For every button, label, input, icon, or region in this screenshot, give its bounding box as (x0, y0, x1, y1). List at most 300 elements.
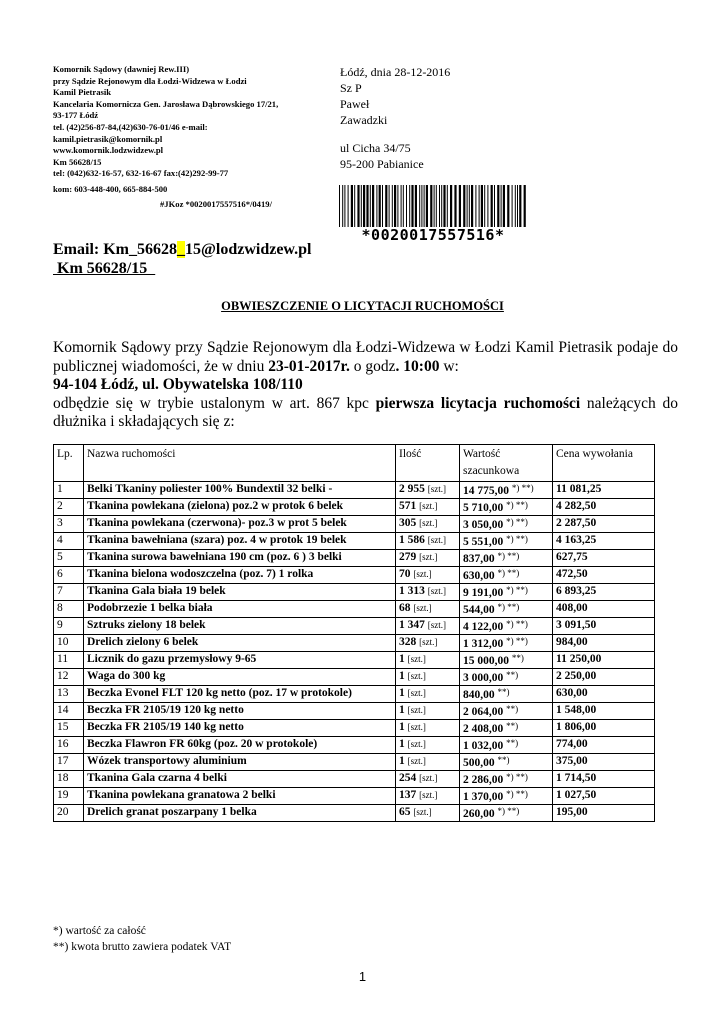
cell-name (84, 516, 396, 533)
cell-price (553, 805, 655, 822)
item-qty: 1 313 (399, 585, 425, 597)
header-line: Kamil Pietrasik (53, 87, 111, 98)
table-row (54, 499, 655, 516)
cell-price (553, 754, 655, 771)
item-price: 1 027,50 (556, 789, 597, 801)
auction-address: 94-104 Łódź, ul. Obywatelska 108/110 (53, 376, 303, 393)
item-value: 5 551,00 (463, 536, 504, 548)
cell-value (460, 533, 553, 550)
item-name: Drelich granat poszarpany 1 belka (87, 806, 257, 818)
item-name: Tkanina Gala biała 19 belek (87, 585, 226, 597)
cell-lp (54, 686, 84, 703)
cell-price (553, 737, 655, 754)
notice-title: OBWIESZCZENIE O LICYTACJI RUCHOMOŚCI (221, 299, 504, 313)
cell-name (84, 754, 396, 771)
item-value: 14 775,00 (463, 485, 509, 497)
cell-price (553, 567, 655, 584)
row-number: 14 (57, 704, 69, 716)
email-highlight: _ (177, 241, 185, 258)
header-qty: Ilość (396, 445, 460, 482)
row-number: 9 (57, 619, 63, 631)
header-value: Wartość szacunkowa (460, 445, 553, 482)
cell-price (553, 584, 655, 601)
cell-value (460, 788, 553, 805)
cell-price (553, 669, 655, 686)
item-price: 4 163,25 (556, 534, 597, 546)
item-value: 2 286,00 (463, 774, 504, 786)
table-row (54, 482, 655, 499)
table-row (54, 788, 655, 805)
item-unit: [szt.] (413, 603, 432, 613)
item-value-note: **) (511, 653, 524, 663)
cell-value (460, 720, 553, 737)
table-row (54, 805, 655, 822)
item-value: 3 050,00 (463, 519, 504, 531)
cell-price (553, 482, 655, 499)
cell-lp (54, 567, 84, 584)
item-value: 15 000,00 (463, 655, 509, 667)
item-qty: 137 (399, 789, 417, 801)
header-lp: Lp. (54, 445, 84, 482)
row-number: 12 (57, 670, 69, 682)
row-number: 11 (57, 653, 69, 665)
table-row (54, 533, 655, 550)
cell-name (84, 652, 396, 669)
item-name: Podobrzezie 1 belka biała (87, 602, 213, 614)
item-qty: 1 (399, 687, 405, 699)
row-number: 19 (57, 789, 69, 801)
item-value-note: **) (506, 670, 519, 680)
table-row (54, 737, 655, 754)
item-qty: 1 (399, 721, 405, 733)
cell-lp (54, 516, 84, 533)
cell-name (84, 584, 396, 601)
item-unit: [szt.] (419, 518, 438, 528)
item-value: 5 710,00 (463, 502, 504, 514)
header-line: tel: (042)632-16-57, 632-16-67 fax:(42)292-99-77 (53, 168, 229, 179)
cell-name (84, 703, 396, 720)
item-qty: 305 (399, 517, 417, 529)
item-qty: 571 (399, 500, 417, 512)
item-price: 1 806,00 (556, 721, 597, 733)
cell-qty (396, 601, 460, 618)
item-qty: 328 (399, 636, 417, 648)
item-unit: [szt.] (407, 739, 426, 749)
item-unit: [szt.] (407, 654, 426, 664)
item-qty: 70 (399, 568, 411, 580)
header-line: Kancelaria Komornicza Gen. Jarosława Dąbrowskiego 17/21, (53, 98, 279, 109)
item-qty: 1 (399, 738, 405, 750)
item-qty: 1 (399, 755, 405, 767)
cell-name (84, 788, 396, 805)
item-value-note: *) **) (497, 602, 520, 612)
row-number: 6 (57, 568, 63, 580)
cell-lp (54, 584, 84, 601)
item-price: 774,00 (556, 738, 588, 750)
item-value: 260,00 (463, 808, 495, 820)
table-row (54, 669, 655, 686)
recipient-city: 95-200 Pabianice (340, 157, 424, 171)
cell-qty (396, 720, 460, 737)
item-value-note: **) (497, 687, 510, 697)
recipient-block (340, 64, 450, 172)
cell-price (553, 771, 655, 788)
item-unit: [szt.] (407, 756, 426, 766)
email-suffix: 15@lodzwidzew.pl (185, 241, 312, 258)
item-qty: 68 (399, 602, 411, 614)
cell-price (553, 720, 655, 737)
cell-name (84, 618, 396, 635)
cell-value (460, 601, 553, 618)
item-price: 1 548,00 (556, 704, 597, 716)
cell-name (84, 805, 396, 822)
cell-lp (54, 771, 84, 788)
table-row (54, 703, 655, 720)
cell-name (84, 635, 396, 652)
item-qty: 65 (399, 806, 411, 818)
cell-name (84, 720, 396, 737)
item-name: Tkanina bawełniana (szara) poz. 4 w protok 19 belek (87, 534, 347, 546)
auction-date: 23-01-2017r. (268, 357, 350, 375)
item-value-note: **) (506, 738, 519, 748)
item-value-note: *) **) (506, 500, 528, 510)
cell-value (460, 686, 553, 703)
item-value-note: *) **) (506, 619, 528, 629)
recipient-line: Paweł (340, 97, 370, 111)
cell-lp (54, 788, 84, 805)
item-unit: [szt.] (419, 552, 438, 562)
cell-lp (54, 754, 84, 771)
item-qty: 1 586 (399, 534, 425, 546)
row-number: 4 (57, 534, 63, 546)
cell-name (84, 601, 396, 618)
item-name: Tkanina powlekana (czerwona)- poz.3 w prot 5 belek (87, 517, 347, 529)
footnotes (53, 923, 231, 955)
cell-qty (396, 635, 460, 652)
notice-text: należących do dłużnika i składających się z: (53, 394, 678, 430)
table-header-row (54, 445, 655, 482)
cell-name (84, 499, 396, 516)
barcode-text: *0020017557516* (361, 226, 505, 244)
row-number: 8 (57, 602, 63, 614)
item-price: 195,00 (556, 806, 588, 818)
item-name: Beczka FR 2105/19 140 kg netto (87, 721, 244, 733)
notice-paragraph (53, 339, 678, 376)
header-line: Km 56628/15 (53, 156, 102, 167)
case-number: Km 56628/15 (53, 260, 156, 277)
cell-value (460, 771, 553, 788)
row-number: 3 (57, 517, 63, 529)
cell-value (460, 669, 553, 686)
page-number: 1 (358, 969, 367, 984)
table-row (54, 550, 655, 567)
cell-qty (396, 516, 460, 533)
date-line: Łódź, dnia 28-12-2016 (340, 65, 451, 79)
recipient-street: ul Cicha 34/75 (340, 141, 411, 155)
item-price: 11 081,25 (556, 483, 602, 495)
row-number: 1 (57, 483, 63, 495)
item-unit: [szt.] (407, 705, 426, 715)
item-price: 984,00 (556, 636, 588, 648)
item-name: Tkanina powlekana granatowa 2 belki (87, 789, 276, 801)
item-qty: 254 (399, 772, 417, 784)
recipient-line: Zawadzki (340, 113, 388, 127)
item-price: 3 091,50 (556, 619, 597, 631)
cell-price (553, 601, 655, 618)
cell-qty (396, 499, 460, 516)
item-price: 2 250,00 (556, 670, 597, 682)
row-number: 10 (57, 636, 69, 648)
cell-qty (396, 669, 460, 686)
cell-lp (54, 618, 84, 635)
cell-lp (54, 720, 84, 737)
item-name: Drelich zielony 6 belek (87, 636, 199, 648)
item-price: 375,00 (556, 755, 588, 767)
cell-name (84, 737, 396, 754)
item-unit: [szt.] (427, 484, 446, 494)
header-line: kom: 603-448-400, 665-884-500 (53, 183, 168, 194)
table-row (54, 771, 655, 788)
cell-name (84, 550, 396, 567)
notice-text: w: (439, 357, 459, 375)
auction-type: pierwsza licytacja ruchomości (375, 394, 581, 412)
item-price: 1 714,50 (556, 772, 597, 784)
table-row (54, 720, 655, 737)
item-name: Belki Tkaniny poliester 100% Bundextil 32 belki - (87, 483, 333, 495)
cell-price (553, 788, 655, 805)
item-value: 837,00 (463, 553, 495, 565)
item-name: Tkanina Gala czarna 4 belki (87, 772, 227, 784)
item-name: Tkanina bielona wodoszczelna (poz. 7) 1 rolka (87, 568, 314, 580)
row-number: 13 (57, 687, 69, 699)
table-row (54, 567, 655, 584)
item-value-note: *) **) (506, 772, 528, 782)
item-qty: 1 (399, 653, 405, 665)
item-name: Tkanina powlekana (zielona) poz.2 w protok 6 belek (87, 500, 344, 512)
cell-price (553, 618, 655, 635)
item-price: 627,75 (556, 551, 588, 563)
item-value: 1 312,00 (463, 638, 504, 650)
row-number: 15 (57, 721, 69, 733)
item-value: 840,00 (463, 689, 495, 701)
cell-lp (54, 482, 84, 499)
cell-name (84, 686, 396, 703)
cell-lp (54, 737, 84, 754)
cell-qty (396, 754, 460, 771)
cell-qty (396, 584, 460, 601)
row-number: 20 (57, 806, 69, 818)
cell-price (553, 516, 655, 533)
item-value: 544,00 (463, 604, 495, 616)
cell-lp (54, 652, 84, 669)
header-name: Nazwa ruchomości (84, 445, 396, 482)
item-qty: 279 (399, 551, 417, 563)
cell-value (460, 635, 553, 652)
cell-lp (54, 703, 84, 720)
row-number: 17 (57, 755, 69, 767)
items-table (53, 444, 655, 822)
item-value-note: *) **) (511, 483, 534, 493)
item-price: 630,00 (556, 687, 588, 699)
recipient-line: Sz P (340, 81, 362, 95)
cell-value (460, 567, 553, 584)
jkoz-reference: #JKoz *0020017557516*/0419/ (160, 199, 272, 209)
cell-qty (396, 567, 460, 584)
cell-qty (396, 482, 460, 499)
cell-price (553, 686, 655, 703)
cell-value (460, 499, 553, 516)
item-unit: [szt.] (407, 688, 426, 698)
item-unit: [szt.] (413, 569, 432, 579)
auction-time: . 10:00 (395, 357, 440, 375)
cell-value (460, 652, 553, 669)
cell-qty (396, 652, 460, 669)
notice-text: odbędzie się w trybie ustalonym w art. 867 kpc (53, 394, 376, 412)
cell-qty (396, 686, 460, 703)
table-row (54, 754, 655, 771)
cell-value (460, 584, 553, 601)
item-value: 500,00 (463, 757, 495, 769)
footnote-1: *) wartość za całość (53, 925, 146, 937)
table-row (54, 516, 655, 533)
item-value: 630,00 (463, 570, 495, 582)
item-name: Beczka FR 2105/19 120 kg netto (87, 704, 244, 716)
item-qty: 1 347 (399, 619, 425, 631)
cell-lp (54, 635, 84, 652)
cell-value (460, 805, 553, 822)
cell-price (553, 703, 655, 720)
item-value: 1 032,00 (463, 740, 504, 752)
notice-text: o godz (349, 357, 396, 375)
cell-qty (396, 771, 460, 788)
item-unit: [szt.] (413, 807, 432, 817)
cell-price (553, 652, 655, 669)
cell-qty (396, 618, 460, 635)
barcode (338, 185, 528, 244)
notice-body (53, 339, 678, 432)
item-unit: [szt.] (427, 620, 446, 630)
item-unit: [szt.] (427, 535, 446, 545)
item-value: 9 191,00 (463, 587, 504, 599)
item-value-note: *) **) (506, 636, 528, 646)
cell-name (84, 567, 396, 584)
bailiff-header (53, 64, 333, 196)
table-row (54, 618, 655, 635)
item-name: Beczka Evonel FLT 120 kg netto (poz. 17 w protokole) (87, 687, 352, 699)
item-value-note: *) **) (497, 551, 520, 561)
item-value-note: *) **) (506, 585, 528, 595)
header-line: kamil.pietrasik@komornik.pl (53, 133, 163, 144)
item-price: 408,00 (556, 602, 588, 614)
cell-qty (396, 703, 460, 720)
item-value: 4 122,00 (463, 621, 504, 633)
header-line: tel. (42)256-87-84,(42)630-76-01/46 e-mail: (53, 121, 208, 132)
table-row (54, 584, 655, 601)
item-unit: [szt.] (419, 790, 438, 800)
cell-lp (54, 533, 84, 550)
cell-value (460, 482, 553, 499)
header-line: przy Sądzie Rejonowym dla Łodzi-Widzewa w Łodzi (53, 75, 247, 86)
item-unit: [szt.] (427, 586, 446, 596)
item-name: Tkanina surowa bawełniana 190 cm (poz. 6 ) 3 belki (87, 551, 342, 563)
footnote-2: **) kwota brutto zawiera podatek VAT (53, 941, 232, 953)
item-value-note: *) **) (497, 806, 520, 816)
item-value-note: *) **) (506, 534, 528, 544)
cell-price (553, 635, 655, 652)
item-name: Sztruks zielony 18 belek (87, 619, 206, 631)
cell-price (553, 499, 655, 516)
item-price: 472,50 (556, 568, 588, 580)
cell-qty (396, 533, 460, 550)
cell-qty (396, 788, 460, 805)
cell-value (460, 618, 553, 635)
cell-value (460, 737, 553, 754)
cell-lp (54, 669, 84, 686)
notice-text: Komornik Sądowy przy Sądzie Rejonowym dla Łodzi-Widzewa w Łodzi Kamil Pietrasik podaje do publicznej wiadomości, że w dniu (53, 339, 678, 375)
cell-qty (396, 737, 460, 754)
item-price: 6 893,25 (556, 585, 597, 597)
table-row (54, 652, 655, 669)
item-value: 2 408,00 (463, 723, 504, 735)
row-number: 7 (57, 585, 63, 597)
item-value-note: *) **) (506, 789, 528, 799)
email-prefix: Email: Km_56628 (53, 241, 177, 258)
cell-value (460, 703, 553, 720)
item-value: 1 370,00 (463, 791, 504, 803)
item-qty: 2 955 (399, 483, 425, 495)
row-number: 18 (57, 772, 69, 784)
cell-lp (54, 499, 84, 516)
barcode-bars (338, 185, 528, 227)
item-qty: 1 (399, 704, 405, 716)
cell-value (460, 516, 553, 533)
item-unit: [szt.] (407, 722, 426, 732)
cell-lp (54, 550, 84, 567)
row-number: 16 (57, 738, 69, 750)
cell-name (84, 669, 396, 686)
item-price: 11 250,00 (556, 653, 602, 665)
cell-price (553, 533, 655, 550)
row-number: 2 (57, 500, 63, 512)
email-line (53, 241, 311, 259)
item-unit: [szt.] (419, 501, 438, 511)
item-qty: 1 (399, 670, 405, 682)
item-unit: [szt.] (419, 637, 438, 647)
cell-value (460, 754, 553, 771)
item-value-note: **) (506, 721, 519, 731)
item-unit: [szt.] (419, 773, 438, 783)
table-row (54, 686, 655, 703)
cell-qty (396, 550, 460, 567)
item-name: Beczka Flawron FR 60kg (poz. 20 w protokole) (87, 738, 318, 750)
cell-qty (396, 805, 460, 822)
item-value: 3 000,00 (463, 672, 504, 684)
row-number: 5 (57, 551, 63, 563)
item-value-note: *) **) (497, 568, 520, 578)
table-row (54, 601, 655, 618)
header-line: www.komornik.lodzwidzew.pl (53, 145, 164, 156)
table-row (54, 635, 655, 652)
item-value: 2 064,00 (463, 706, 504, 718)
item-unit: [szt.] (407, 671, 426, 681)
item-value-note: **) (506, 704, 519, 714)
item-name: Waga do 300 kg (87, 670, 166, 682)
item-price: 4 282,50 (556, 500, 597, 512)
header-line: Komornik Sądowy (dawniej Rew.III) (53, 64, 190, 74)
header-line: 93-177 Łódź (53, 110, 99, 121)
cell-value (460, 550, 553, 567)
cell-name (84, 771, 396, 788)
